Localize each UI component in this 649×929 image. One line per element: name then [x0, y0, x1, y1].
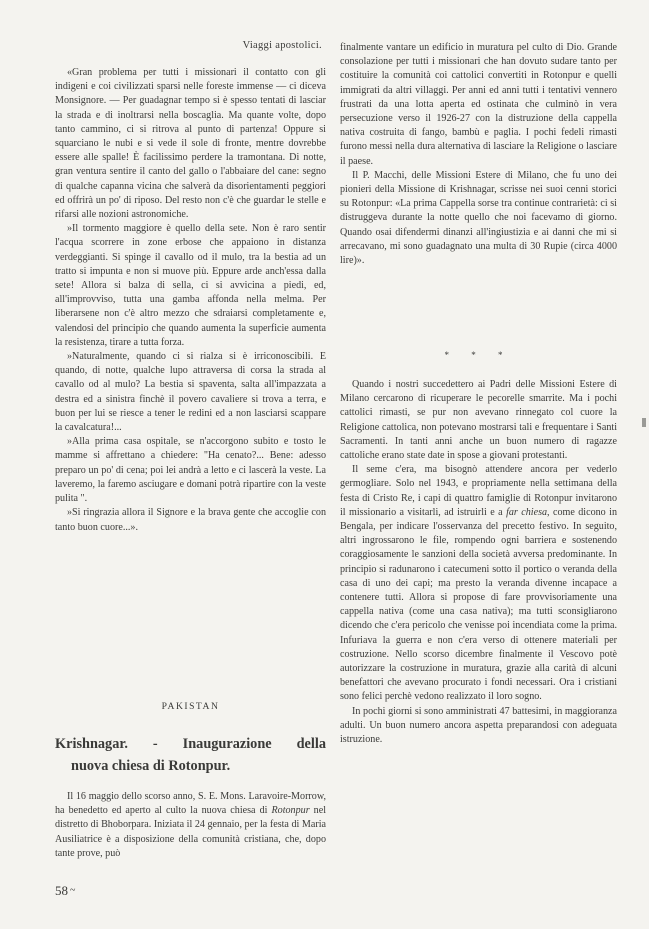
paragraph-left-1: «Gran problema per tutti i missionari il contatto con gli indigeni e coi civilizzati sparsi nelle foreste immense — ci diceva Monsignore. — Per guadagnar tempo si è spesso tentati di lasciar la strada e di inoltrarsi nella boscaglia. Ma quante volte, dopo tanto cammino, ci si ritrova al punto di partenza! Oppure si squarciano le nubi e si vede il sole di fronte, mentre dovrebbe essere alle spalle! È facilissimo perdere la tramontana. Di notte, gran ventura sentire il canto del gallo o l'abbaiare del cane: segno di qualche capanna vicina che salverà da disorientamenti peggiori ed offrirà un po' di riposo. Del resto non c'è che guardar le stelle e rifarsi alle nozioni astronomiche.: [55, 67, 326, 221]
margin-mark: [642, 418, 646, 427]
paragraph-right-4-text: Il seme c'era, ma bisognò attendere ancora per vederlo germogliare. Solo nel 1943, e propriamente nella settimana della festa di Cristo Re, i capi di quattro famiglie di Rotonpur invitarono il missionario a visitarli, ad istruirli e a: [340, 464, 617, 518]
paragraph-left-3: »Naturalmente, quando ci si rialza si è irriconoscibili. E quando, di notte, qualche lupo attraversa di corsa la strada al cavallo od al mulo? La bestia si spaventa, salta all'impazzata a destra ed a sinistra finchè il povero cavaliere si trova a terra, e buon per lui se riesce a tener le redini ed a non lasciarsi scappare la cavalcatura!...: [55, 351, 326, 434]
article-paragraph-1: [55, 790, 326, 861]
article-start-block: [55, 790, 326, 861]
running-title: Viaggi apostolici.: [242, 40, 322, 51]
article-p1-text: Il 16 maggio dello scorso anno, S. E. Mons. Laravoire-Morrow, ha benedetto ed aperto al culto la nuova chiesa di: [55, 791, 326, 817]
section-separator-asterism: * * *: [444, 350, 513, 360]
paragraph-left-2: »Il tormento maggiore è quello della sete. Non è raro sentir l'acqua scorrere in zone erbose che appaiono in distanza verdeggianti. Si spinge il cavallo od il mulo, tra la bestia ad un tratto si impunta e non si muove più. Eppure arde anch'essa dalla sete! Allora si balza di sella, ci si avvicina a piedi, ed, all'improvviso, tutta una gamba affonda nella melma. Per liberarsene non c'è altro mezzo che sdraiarsi completamente e, valendosi del principio che quando aumenta la superficie aumenta la resistenza, tirare a tutta forza.: [55, 223, 326, 348]
page-number-mark: ~: [70, 885, 76, 896]
page-number: [55, 883, 75, 899]
right-column-top: [340, 41, 617, 268]
article-title: [55, 733, 326, 777]
section-label: PAKISTAN: [161, 701, 220, 712]
paragraph-right-3: Quando i nostri succedettero ai Padri delle Missioni Estere di Milano cercarono di ricuperare le pecorelle smarrite. Ma i pochi cattolici rimasti, se pur non avevano rinnegato col cuore la Religione cattolica, non potevano mostrarsi tali e frequentare i Santi Sacramenti. In tanti anni anche un buon numero di ragazze cattoliche erano state date in spose a giovani protestanti.: [340, 379, 617, 462]
paragraph-right-2: Il P. Macchi, delle Missioni Estere di Milano, che fu uno dei pionieri della Missione di Krishnagar, scrisse nei suoi cenni storici su Rotonpur: «La prima Cappella sorse tra continue contrarietà: ci si distruggeva durante la notte quello che noi facevamo di giorno. Quando osai difendermi dinanzi all'ingiustizia e ai danni che mi si arrecavano, mi sono guadagnato una multa di 30 Rupie (circa 4000 lire)».: [340, 169, 617, 267]
article-p1-italic-place: Rotonpur: [271, 805, 310, 817]
left-column: [55, 66, 326, 535]
paragraph-right-1: finalmente vantare un edificio in muratura pel culto di Dio. Grande consolazione per tutti i missionari che han dovuto sudare tanto per costituire la comunità coi cattolici convertiti in Rotonpur e quelli immigrati da altri villaggi. Per anni ed anni tutti i tentativi vennero frustrati da una lotta aperta ed ostinata che culminò in vera persecuzione verso il 1926-27 con la distruzione della cappella nativa costruita di fango, bambù e paglia. I pochi fedeli rimasti furono messi nella dura alternativa di lasciare la Religione o lasciare il paese.: [340, 42, 617, 167]
right-column-bottom: [340, 378, 617, 747]
paragraph-right-5: In pochi giorni si sono amministrati 47 battesimi, in maggioranza adulti. Un buon numero ancora aspetta preparandosi con adeguata istruzione.: [340, 705, 617, 746]
page-number-value: 58: [55, 883, 68, 898]
article-title-line-1: Krishnagar. - Inaugurazione della: [55, 736, 326, 752]
paragraph-right-4-italic: far chiesa: [506, 506, 548, 518]
paragraph-left-5: »Si ringrazia allora il Signore e la brava gente che accoglie con tanto buon cuore...».: [55, 507, 326, 533]
paragraph-right-4: [340, 463, 617, 704]
article-title-line-2: nuova chiesa di Rotonpur.: [71, 758, 231, 774]
article-p1-text-cont: nel distretto di Bhoborpara. Iniziata il 24 gennaio, per la festa di Maria Ausiliatrice è a disposizione della comunità cristiana, che, dopo tante prove, può: [55, 805, 327, 859]
paragraph-left-4: »Alla prima casa ospitale, se n'accorgono subito e tosto le mamme si affrettano a chiedere: "Ha cenato?... Bene: adesso preparo un po' di cena; poi lei andrà a letto e ci lascerà la veste. La laveremo, la faremo asciugare e domani potrà ripartire con la veste pulita ".: [55, 436, 326, 505]
paragraph-right-4-text-cont: , come dicono in Bengala, per indicare l'osservanza del precetto festivo. In seguito, altri ingrossarono le file, rompendo ogni barriera e sostenendo coraggiosamente le sanzioni della società avversa predominante. In principio si radunarono i catecumeni sotto il portico o veranda della casa di uno dei capi; ma presto la veranda divenne incapace a contenere tutti. Allora si propose di fare provvisoriamente una cappella nativa (come una casa nativa); ma tutti sconsigliarono dicendo che c'era pericolo che venisse poi incendiata come la prima. Infuriava la guerra e non c'era verso di ottenere materiali per costruzione. Nello scorso dicembre finalmente il Vescovo potè autorizzare la costruzione in muratura, grazie alla carità di alcuni benefattori che avevano procurato i fondi necessari. Ora i cristiani sono felici perchè vedono realizzato il loro sogno.: [340, 506, 617, 703]
